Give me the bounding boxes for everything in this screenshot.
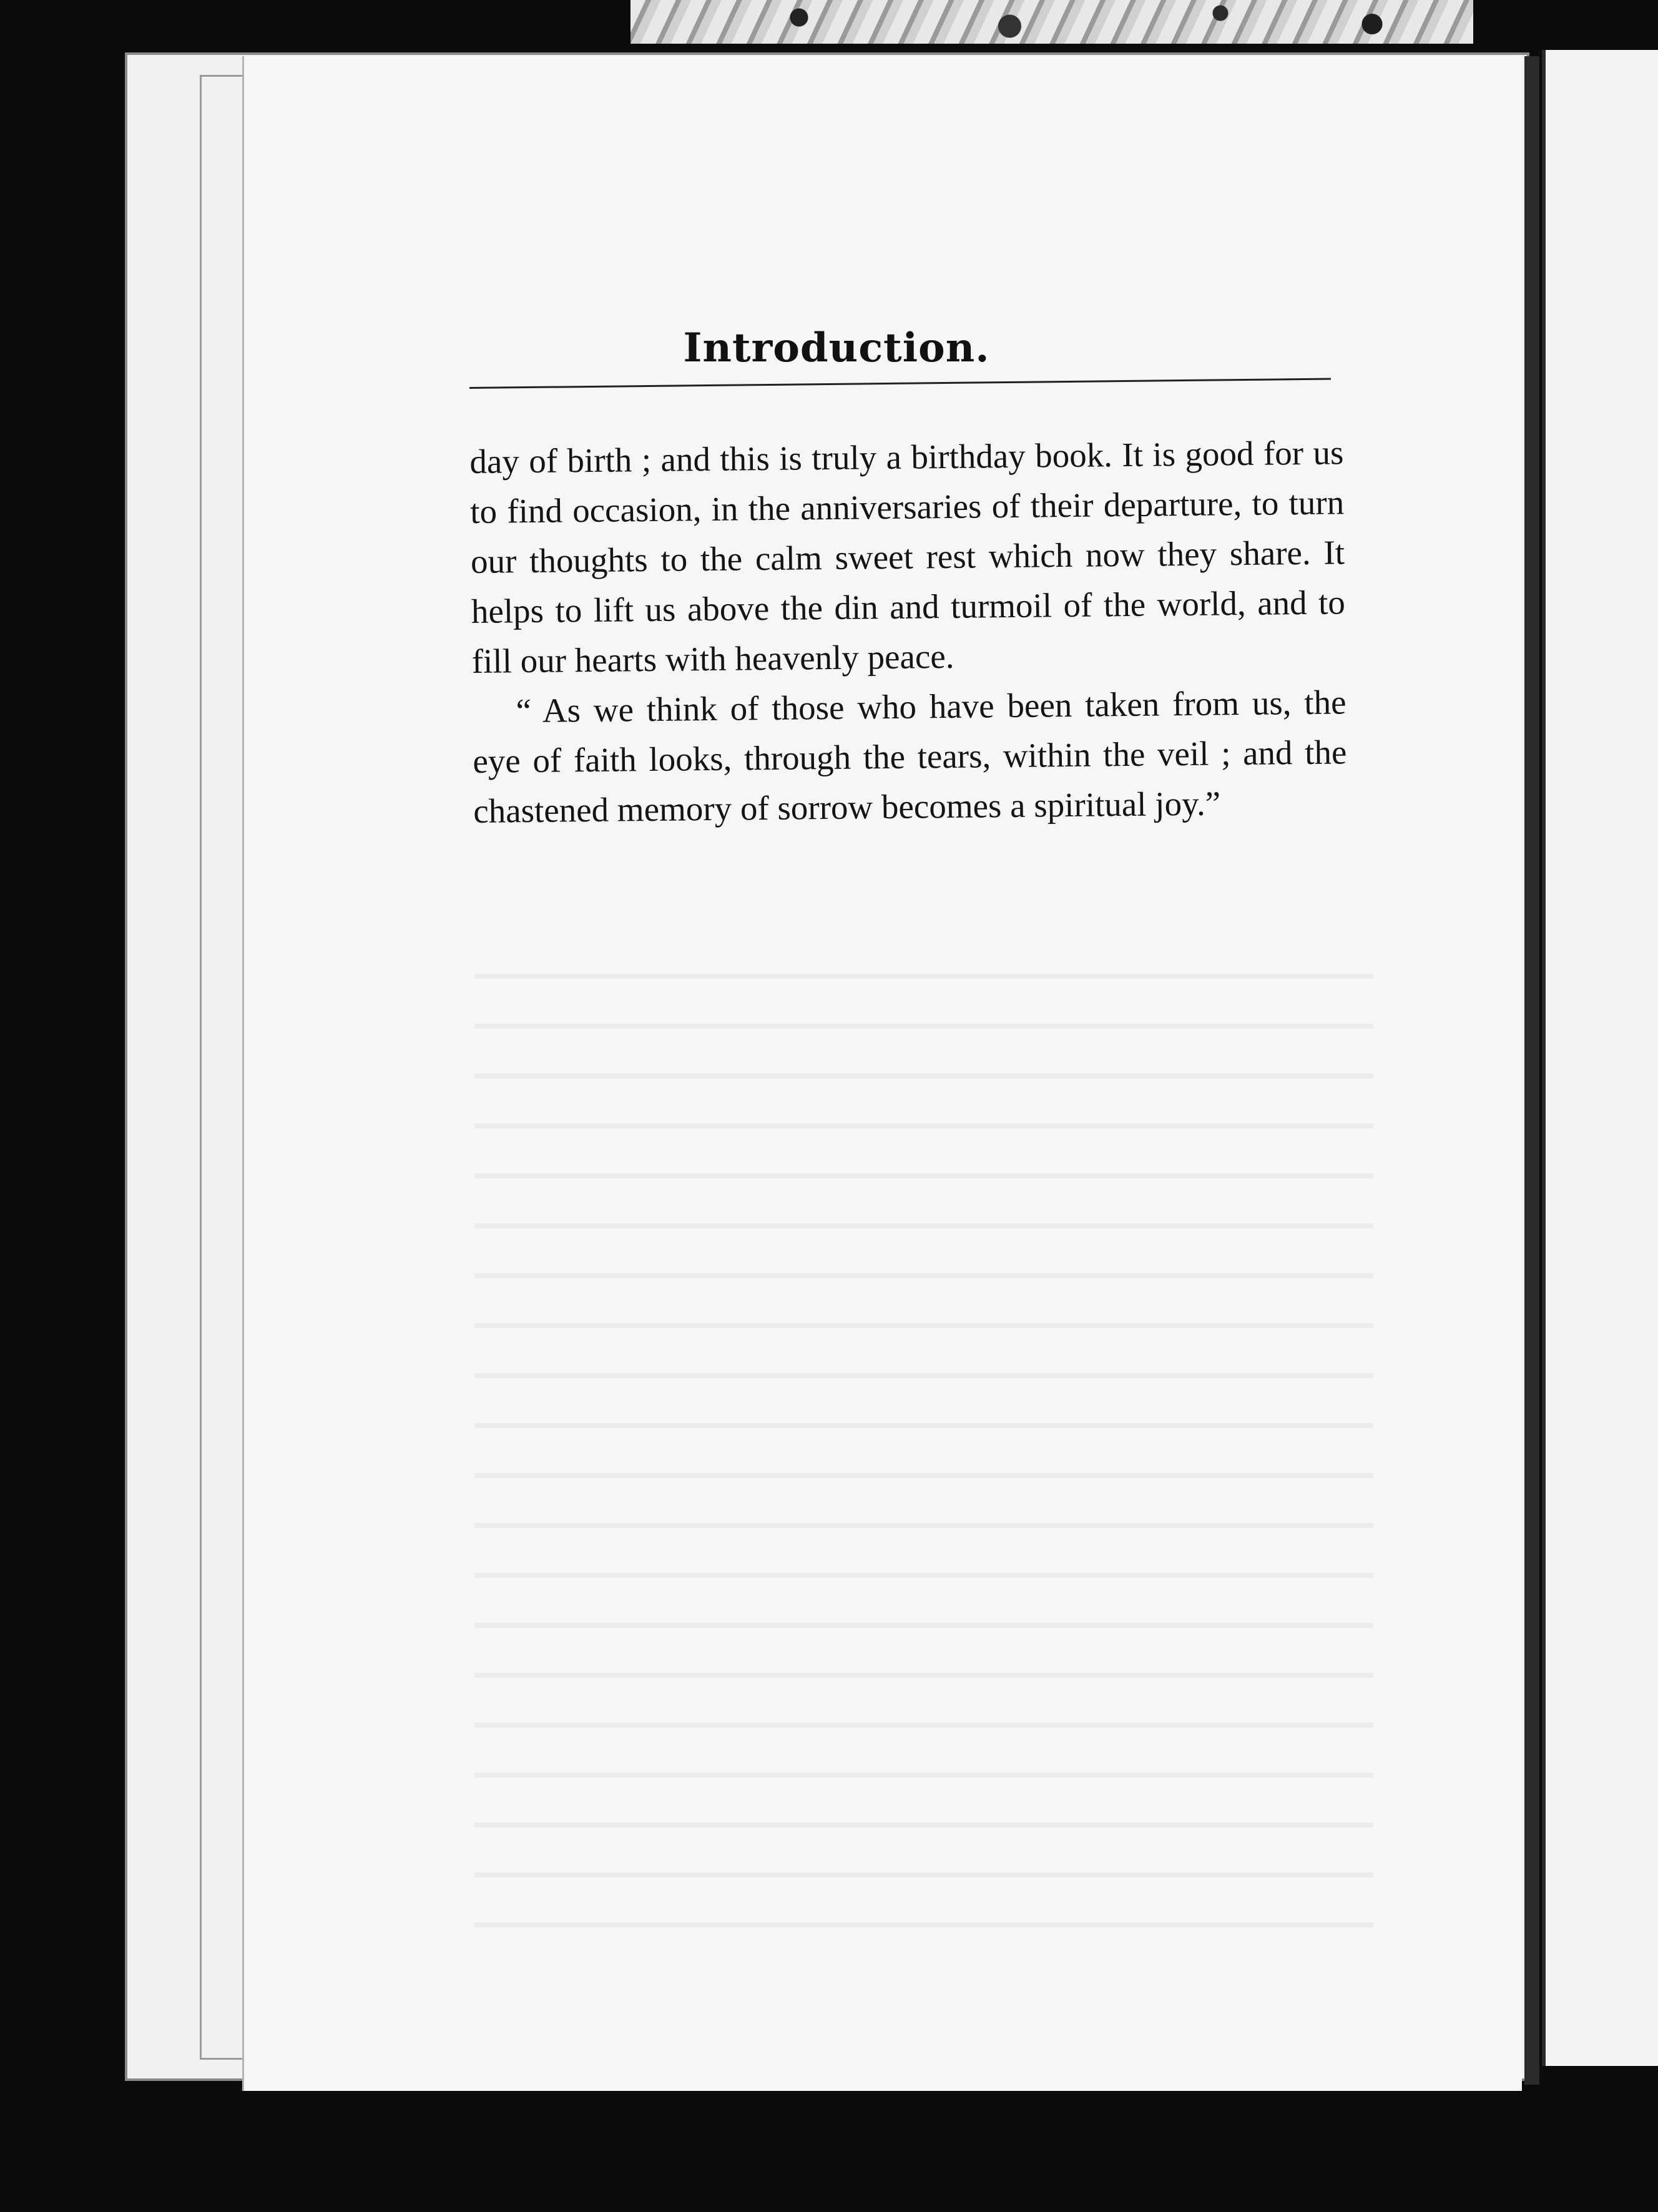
book-gutter <box>1524 56 1539 2085</box>
bleed-through-shadow <box>474 949 1373 1947</box>
body-text <box>469 428 1348 836</box>
facing-page-edge <box>1542 50 1658 2066</box>
paragraph: day of birth ; and this is truly a birthday book. It is good for us to find occasion, in the anniversaries of their departure, to turn our thoughts to the calm sweet rest which now they share. It helps to lift us above the din and turmoil of the world, and to fill our hearts with heavenly peace. <box>469 433 1346 680</box>
page-heading: Introduction. <box>683 325 990 371</box>
marbled-endpaper-scrap <box>630 0 1473 44</box>
paragraph: “ As we think of those who have been taken from us, the eye of faith looks, through the tears, within the veil ; and the chastened memory of sorrow becomes a spiritual joy.” <box>473 683 1347 830</box>
